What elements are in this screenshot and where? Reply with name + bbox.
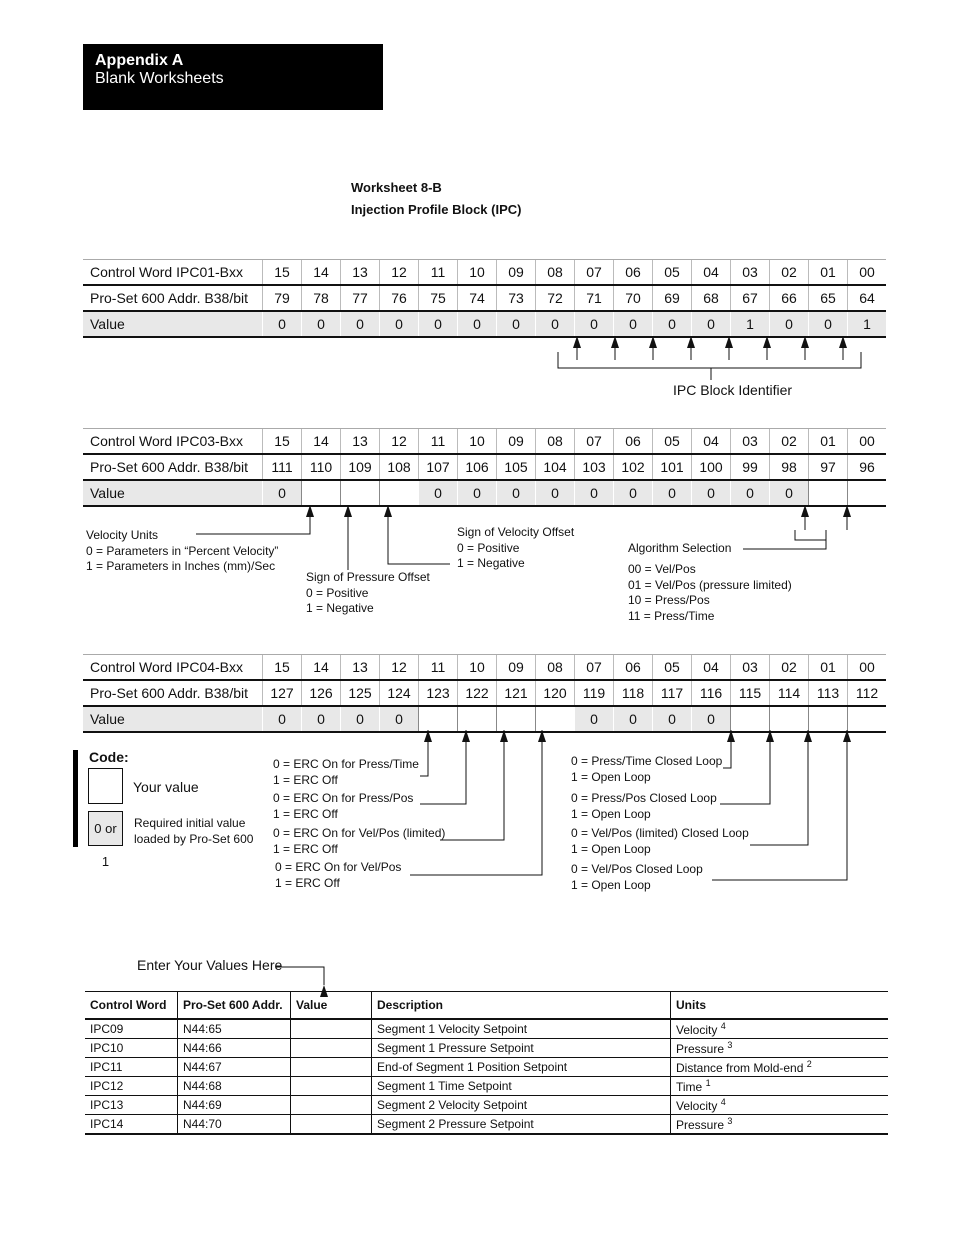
- worksheet-title: Injection Profile Block (IPC): [351, 202, 522, 217]
- value-cell: 0: [614, 311, 653, 337]
- bit-number-cell: 00: [848, 655, 887, 681]
- control-word-cell: IPC10: [85, 1039, 178, 1058]
- description-cell: Segment 2 Pressure Setpoint: [372, 1115, 671, 1135]
- address-cell: 72: [536, 285, 575, 311]
- address-cell: N44:69: [178, 1096, 291, 1115]
- footnote-marker: 4: [720, 1097, 726, 1107]
- table-row: [85, 1077, 888, 1096]
- control-word-cell: IPC12: [85, 1077, 178, 1096]
- address-cell: 75: [419, 285, 458, 311]
- value-cell: 0: [653, 706, 692, 732]
- address-cell: 118: [614, 680, 653, 706]
- table-row: [85, 1019, 888, 1039]
- value-cell: 0: [536, 480, 575, 506]
- bit-number-cell: 00: [848, 429, 887, 455]
- address-cell: 78: [302, 285, 341, 311]
- ipc01-arrows: [558, 336, 861, 380]
- bit-number-cell: 02: [770, 260, 809, 286]
- value-cell: 0: [536, 311, 575, 337]
- ipc01-address-label: Pro-Set 600 Addr. B38/bit: [83, 285, 263, 311]
- bit-number-cell: 11: [419, 429, 458, 455]
- value-cell: 0: [575, 706, 614, 732]
- address-cell: 125: [341, 680, 380, 706]
- bit-number-cell: 02: [770, 429, 809, 455]
- footnote-marker: 3: [727, 1116, 733, 1126]
- bit-number-cell: 02: [770, 655, 809, 681]
- description-cell: Segment 2 Velocity Setpoint: [372, 1096, 671, 1115]
- value-cell: 0: [497, 480, 536, 506]
- address-cell: 77: [341, 285, 380, 311]
- address-cell: 66: [770, 285, 809, 311]
- address-cell: 114: [770, 680, 809, 706]
- table-row: [85, 1058, 888, 1077]
- units-cell: Pressure $^3$: [671, 1039, 889, 1058]
- velocity-units-note: Velocity Units 0 = Parameters in “Percent Velocity” 1 = Parameters in Inches (mm)/Sec: [86, 528, 279, 573]
- value-cell: 0: [302, 311, 341, 337]
- units-cell: Distance from Mold-end $^2$: [671, 1058, 889, 1077]
- appendix-title: Appendix A: [95, 52, 184, 69]
- value-cell: 1: [731, 311, 770, 337]
- address-cell: 117: [653, 680, 692, 706]
- units-cell: Pressure $^3$: [671, 1115, 889, 1135]
- value-cell: 0: [809, 311, 848, 337]
- bit-number-cell: 05: [653, 655, 692, 681]
- units-cell: Velocity $^4$: [671, 1096, 889, 1115]
- address-cell: 126: [302, 680, 341, 706]
- address-cell: 102: [614, 454, 653, 480]
- ipc04-right-arrows: [712, 730, 847, 880]
- value-cell: 0: [341, 706, 380, 732]
- loop-press-time-note: 0 = Press/Time Closed Loop 1 = Open Loop: [571, 754, 723, 784]
- address-cell: N44:65: [178, 1019, 291, 1039]
- address-cell: 120: [536, 680, 575, 706]
- loop-press-pos-note: 0 = Press/Pos Closed Loop 1 = Open Loop: [571, 791, 717, 821]
- bit-number-cell: 13: [341, 655, 380, 681]
- address-cell: 115: [731, 680, 770, 706]
- algorithm-options: 00 = Vel/Pos 01 = Vel/Pos (pressure limited) 10 = Press/Pos 11 = Press/Time: [628, 562, 792, 623]
- footnote-marker: 4: [720, 1021, 726, 1031]
- loop-vel-pos-limited-note: 0 = Vel/Pos (limited) Closed Loop 1 = Open Loop: [571, 826, 749, 856]
- value-cell: 0: [341, 311, 380, 337]
- bit-number-cell: 12: [380, 429, 419, 455]
- address-cell: 123: [419, 680, 458, 706]
- value-cell: 0: [770, 480, 809, 506]
- address-cell: N44:68: [178, 1077, 291, 1096]
- bit-number-cell: 09: [497, 260, 536, 286]
- value-cell: 0: [692, 480, 731, 506]
- bit-number-cell: 13: [341, 429, 380, 455]
- value-cell: 0: [263, 311, 302, 337]
- address-cell: 104: [536, 454, 575, 480]
- erc-vel-pos-note: 0 = ERC On for Vel/Pos 1 = ERC Off: [275, 860, 402, 890]
- col-description: Description: [372, 992, 671, 1020]
- bit-number-cell: 15: [263, 260, 302, 286]
- address-cell: 113: [809, 680, 848, 706]
- value-entry-cell[interactable]: [291, 1115, 372, 1135]
- bit-number-cell: 07: [575, 429, 614, 455]
- address-cell: 96: [848, 454, 887, 480]
- value-entry-cell[interactable]: [291, 1039, 372, 1058]
- enter-values-caption: Enter Your Values Here: [137, 957, 283, 973]
- bit-number-cell: 00: [848, 260, 887, 286]
- col-control-word: Control Word: [85, 992, 178, 1020]
- value-cell: 0: [770, 311, 809, 337]
- address-cell: N44:70: [178, 1115, 291, 1135]
- ipc04-bit-number-label: Control Word IPC04-Bxx: [83, 655, 263, 681]
- address-cell: 107: [419, 454, 458, 480]
- value-cell: 0: [497, 311, 536, 337]
- value-cell: 0: [575, 480, 614, 506]
- table-row: [85, 1039, 888, 1058]
- bit-number-cell: 04: [692, 655, 731, 681]
- value-cell: 0: [692, 706, 731, 732]
- address-cell: 79: [263, 285, 302, 311]
- address-cell: 112: [848, 680, 887, 706]
- col-addr: Pro-Set 600 Addr.: [178, 992, 291, 1020]
- initial-value-swatch: 0 or 1: [88, 811, 123, 846]
- description-cell: Segment 1 Velocity Setpoint: [372, 1019, 671, 1039]
- bit-number-cell: 12: [380, 260, 419, 286]
- value-cell: 0: [419, 480, 458, 506]
- initial-value-label: Required initial value loaded by Pro-Set 600: [134, 816, 254, 846]
- address-cell: 111: [263, 454, 302, 480]
- value-cell: 0: [575, 311, 614, 337]
- address-cell: 103: [575, 454, 614, 480]
- bit-number-cell: 14: [302, 260, 341, 286]
- ipc04-address-label: Pro-Set 600 Addr. B38/bit: [83, 680, 263, 706]
- value-cell: 0: [302, 706, 341, 732]
- ipc03-bit-number-label: Control Word IPC03-Bxx: [83, 429, 263, 455]
- address-cell: 67: [731, 285, 770, 311]
- address-cell: 73: [497, 285, 536, 311]
- bit-number-cell: 05: [653, 260, 692, 286]
- erc-press-pos-note: 0 = ERC On for Press/Pos 1 = ERC Off: [273, 791, 414, 821]
- value-entry-cell[interactable]: [291, 1058, 372, 1077]
- address-cell: 101: [653, 454, 692, 480]
- value-cell: 0: [419, 311, 458, 337]
- value-cell: 0: [458, 311, 497, 337]
- bit-number-cell: 07: [575, 260, 614, 286]
- your-value-swatch: [88, 768, 123, 804]
- bit-number-cell: 09: [497, 655, 536, 681]
- values-table: [85, 991, 888, 1135]
- bit-number-cell: 11: [419, 655, 458, 681]
- address-cell: 109: [341, 454, 380, 480]
- address-cell: N44:67: [178, 1058, 291, 1077]
- bit-number-cell: 10: [458, 655, 497, 681]
- bit-number-cell: 06: [614, 260, 653, 286]
- bit-number-cell: 12: [380, 655, 419, 681]
- address-cell: 127: [263, 680, 302, 706]
- address-cell: 124: [380, 680, 419, 706]
- footnote-marker: 1: [705, 1078, 711, 1088]
- bit-number-cell: 14: [302, 655, 341, 681]
- address-cell: 99: [731, 454, 770, 480]
- bit-number-cell: 01: [809, 429, 848, 455]
- value-cell: 0: [731, 480, 770, 506]
- ipc03-value-label: Value: [83, 480, 263, 506]
- address-cell: 74: [458, 285, 497, 311]
- control-word-cell: IPC09: [85, 1019, 178, 1039]
- bit-number-cell: 06: [614, 655, 653, 681]
- bit-number-cell: 10: [458, 260, 497, 286]
- value-entry-cell[interactable]: [291, 1019, 372, 1039]
- control-word-cell: IPC13: [85, 1096, 178, 1115]
- bit-number-cell: 15: [263, 429, 302, 455]
- address-cell: 119: [575, 680, 614, 706]
- value-cell: 1: [848, 311, 887, 337]
- ipc-block-identifier-label: IPC Block Identifier: [673, 382, 793, 398]
- erc-vel-pos-limited-note: 0 = ERC On for Vel/Pos (limited) 1 = ERC Off: [273, 826, 446, 856]
- control-word-cell: IPC11: [85, 1058, 178, 1077]
- bit-number-cell: 01: [809, 260, 848, 286]
- your-value-label: Your value: [133, 779, 199, 795]
- footnote-marker: 2: [806, 1059, 812, 1069]
- bit-number-cell: 06: [614, 429, 653, 455]
- description-cell: Segment 1 Time Setpoint: [372, 1077, 671, 1096]
- ipc03-address-label: Pro-Set 600 Addr. B38/bit: [83, 454, 263, 480]
- bit-number-cell: 13: [341, 260, 380, 286]
- bit-number-cell: 01: [809, 655, 848, 681]
- address-cell: N44:66: [178, 1039, 291, 1058]
- bit-number-cell: 03: [731, 655, 770, 681]
- address-cell: 110: [302, 454, 341, 480]
- address-cell: 122: [458, 680, 497, 706]
- value-cell: 0: [614, 706, 653, 732]
- bit-number-cell: 09: [497, 429, 536, 455]
- enter-values-arrow: [276, 967, 324, 985]
- bit-number-cell: 14: [302, 429, 341, 455]
- footnote-marker: 3: [727, 1040, 733, 1050]
- col-units: Units: [671, 992, 889, 1020]
- units-cell: Velocity $^4$: [671, 1019, 889, 1039]
- address-cell: 64: [848, 285, 887, 311]
- address-cell: 106: [458, 454, 497, 480]
- erc-press-time-note: 0 = ERC On for Press/Time 1 = ERC Off: [273, 757, 419, 787]
- value-cell: 0: [653, 480, 692, 506]
- value-cell: 0: [263, 480, 302, 506]
- description-cell: End-of Segment 1 Position Setpoint: [372, 1058, 671, 1077]
- value-cell: 0: [653, 311, 692, 337]
- address-cell: 69: [653, 285, 692, 311]
- ipc04-value-label: Value: [83, 706, 263, 732]
- address-cell: 97: [809, 454, 848, 480]
- margin-bar: [73, 750, 78, 847]
- bit-number-cell: 08: [536, 260, 575, 286]
- bit-number-cell: 05: [653, 429, 692, 455]
- col-value: Value: [291, 992, 372, 1020]
- sign-velocity-note: Sign of Velocity Offset 0 = Positive 1 = Negative: [457, 525, 575, 570]
- value-cell: 0: [614, 480, 653, 506]
- value-cell: 0: [263, 706, 302, 732]
- code-title: Code:: [89, 749, 129, 765]
- description-cell: Segment 1 Pressure Setpoint: [372, 1039, 671, 1058]
- address-cell: 76: [380, 285, 419, 311]
- appendix-subtitle: Blank Worksheets: [95, 70, 224, 87]
- bit-number-cell: 03: [731, 429, 770, 455]
- address-cell: 116: [692, 680, 731, 706]
- units-cell: Time $^1$: [671, 1077, 889, 1096]
- control-word-cell: IPC14: [85, 1115, 178, 1135]
- table-row: [85, 1115, 888, 1135]
- bit-number-cell: 10: [458, 429, 497, 455]
- sign-pressure-note: Sign of Pressure Offset 0 = Positive 1 = Negative: [306, 570, 430, 615]
- table-row: [85, 1096, 888, 1115]
- loop-vel-pos-note: 0 = Vel/Pos Closed Loop 1 = Open Loop: [571, 862, 703, 892]
- ipc01-bit-number-label: Control Word IPC01-Bxx: [83, 260, 263, 286]
- bit-number-cell: 15: [263, 655, 302, 681]
- address-cell: 121: [497, 680, 536, 706]
- value-entry-cell[interactable]: [291, 1096, 372, 1115]
- worksheet-number: Worksheet 8-B: [351, 180, 442, 195]
- algorithm-label: Algorithm Selection: [628, 541, 732, 555]
- address-cell: 70: [614, 285, 653, 311]
- bit-number-cell: 07: [575, 655, 614, 681]
- bit-number-cell: 03: [731, 260, 770, 286]
- value-cell: 0: [380, 311, 419, 337]
- bit-number-cell: 08: [536, 429, 575, 455]
- bit-number-cell: 04: [692, 429, 731, 455]
- address-cell: 108: [380, 454, 419, 480]
- value-cell: 0: [380, 706, 419, 732]
- bit-number-cell: 04: [692, 260, 731, 286]
- ipc01-value-label: Value: [83, 311, 263, 337]
- address-cell: 100: [692, 454, 731, 480]
- address-cell: 105: [497, 454, 536, 480]
- bit-number-cell: 11: [419, 260, 458, 286]
- value-entry-cell[interactable]: [291, 1077, 372, 1096]
- address-cell: 65: [809, 285, 848, 311]
- address-cell: 71: [575, 285, 614, 311]
- bit-number-cell: 08: [536, 655, 575, 681]
- value-cell: 0: [458, 480, 497, 506]
- address-cell: 68: [692, 285, 731, 311]
- address-cell: 98: [770, 454, 809, 480]
- value-cell: 0: [692, 311, 731, 337]
